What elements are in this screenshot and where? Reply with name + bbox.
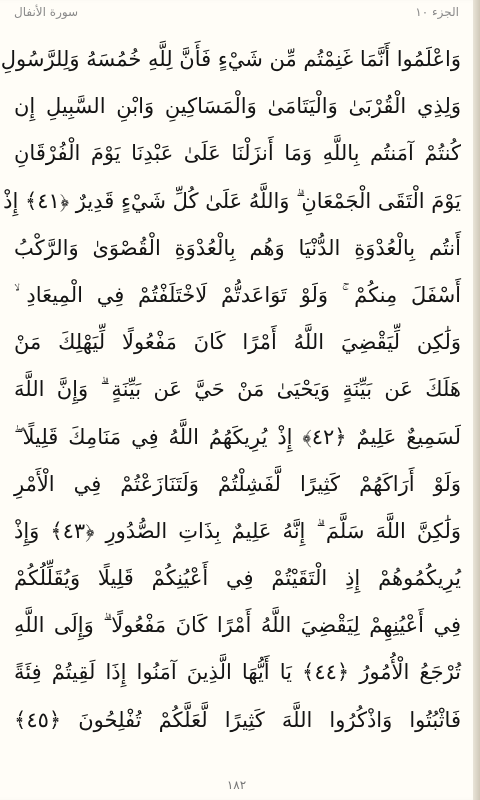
text-line[interactable]: تُرْجَعُ الْأُمُورُ ﴿٤٤﴾ يَا أَيُّهَا الَّذِينَ آمَنُوا إِذَا لَقِيتُمْ فِئَةً bbox=[14, 660, 461, 685]
surah-name: سورة الأنفال bbox=[14, 5, 79, 19]
page-edge bbox=[473, 0, 480, 800]
text-line[interactable]: وَلَٰكِنَّ اللَّهَ سَلَّمَ ۗ إِنَّهُ عَلِيمٌ بِذَاتِ الصُّدُورِ ﴿٤٣﴾ وَإِذْ bbox=[14, 518, 461, 543]
page-header bbox=[0, 0, 473, 24]
page-number: ١٨٢ bbox=[226, 778, 247, 792]
verse-text[interactable] bbox=[0, 36, 461, 744]
text-line[interactable]: وَلَوْ أَرَاكَهُمْ كَثِيرًا لَّفَشِلْتُمْ وَلَتَنَازَعْتُمْ فِي الْأَمْرِ bbox=[14, 471, 461, 496]
text-line[interactable]: لَسَمِيعٌ عَلِيمٌ ﴿٤٢﴾ إِذْ يُرِيكَهُمُ اللَّهُ فِي مَنَامِكَ قَلِيلًا ۖ bbox=[14, 424, 461, 449]
text-line[interactable]: كُنتُمْ آمَنتُم بِاللَّهِ وَمَا أَنزَلْنَا عَلَىٰ عَبْدِنَا يَوْمَ الْفُرْقَانِ bbox=[14, 141, 461, 166]
text-line[interactable]: وَاعْلَمُوا أَنَّمَا غَنِمْتُم مِّن شَيْءٍ فَأَنَّ لِلَّهِ خُمُسَهُ وَلِلرَّسُولِ bbox=[0, 47, 461, 71]
text-line[interactable]: وَلِذِي الْقُرْبَىٰ وَالْيَتَامَىٰ وَالْمَسَاكِينِ وَابْنِ السَّبِيلِ إِن bbox=[14, 94, 461, 119]
text-line[interactable]: أَسْفَلَ مِنكُمْ ۚ وَلَوْ تَوَاعَدتُّمْ لَاخْتَلَفْتُمْ فِي الْمِيعَادِ ۙ bbox=[14, 282, 461, 307]
text-line[interactable]: يَوْمَ الْتَقَى الْجَمْعَانِ ۗ وَاللَّهُ عَلَىٰ كُلِّ شَيْءٍ قَدِيرٌ ﴿٤١﴾ إِذْ bbox=[3, 188, 461, 213]
text-line[interactable]: يُرِيكُمُوهُمْ إِذِ الْتَقَيْتُمْ فِي أَعْيُنِكُمْ قَلِيلًا وَيُقَلِّلُكُمْ bbox=[14, 566, 461, 591]
text-line[interactable]: فِي أَعْيُنِهِمْ لِيَقْضِيَ اللَّهُ أَمْرًا كَانَ مَفْعُولًا ۗ وَإِلَى اللَّهِ bbox=[14, 613, 461, 638]
text-line[interactable]: فَاثْبُتُوا وَاذْكُرُوا اللَّهَ كَثِيرًا لَّعَلَّكُمْ تُفْلِحُونَ ﴿٤٥﴾ bbox=[14, 707, 461, 732]
juz-label: الجزء ١٠ bbox=[415, 5, 459, 19]
text-line[interactable]: أَنتُم بِالْعُدْوَةِ الدُّنْيَا وَهُم بِالْعُدْوَةِ الْقُصْوَىٰ وَالرَّكْبُ bbox=[14, 235, 461, 260]
text-line[interactable]: وَلَٰكِن لِّيَقْضِيَ اللَّهُ أَمْرًا كَانَ مَفْعُولًا لِّيَهْلِكَ مَنْ bbox=[14, 330, 461, 355]
text-line[interactable]: هَلَكَ عَن بَيِّنَةٍ وَيَحْيَىٰ مَنْ حَيَّ عَن بَيِّنَةٍ ۗ وَإِنَّ اللَّهَ bbox=[14, 377, 461, 402]
